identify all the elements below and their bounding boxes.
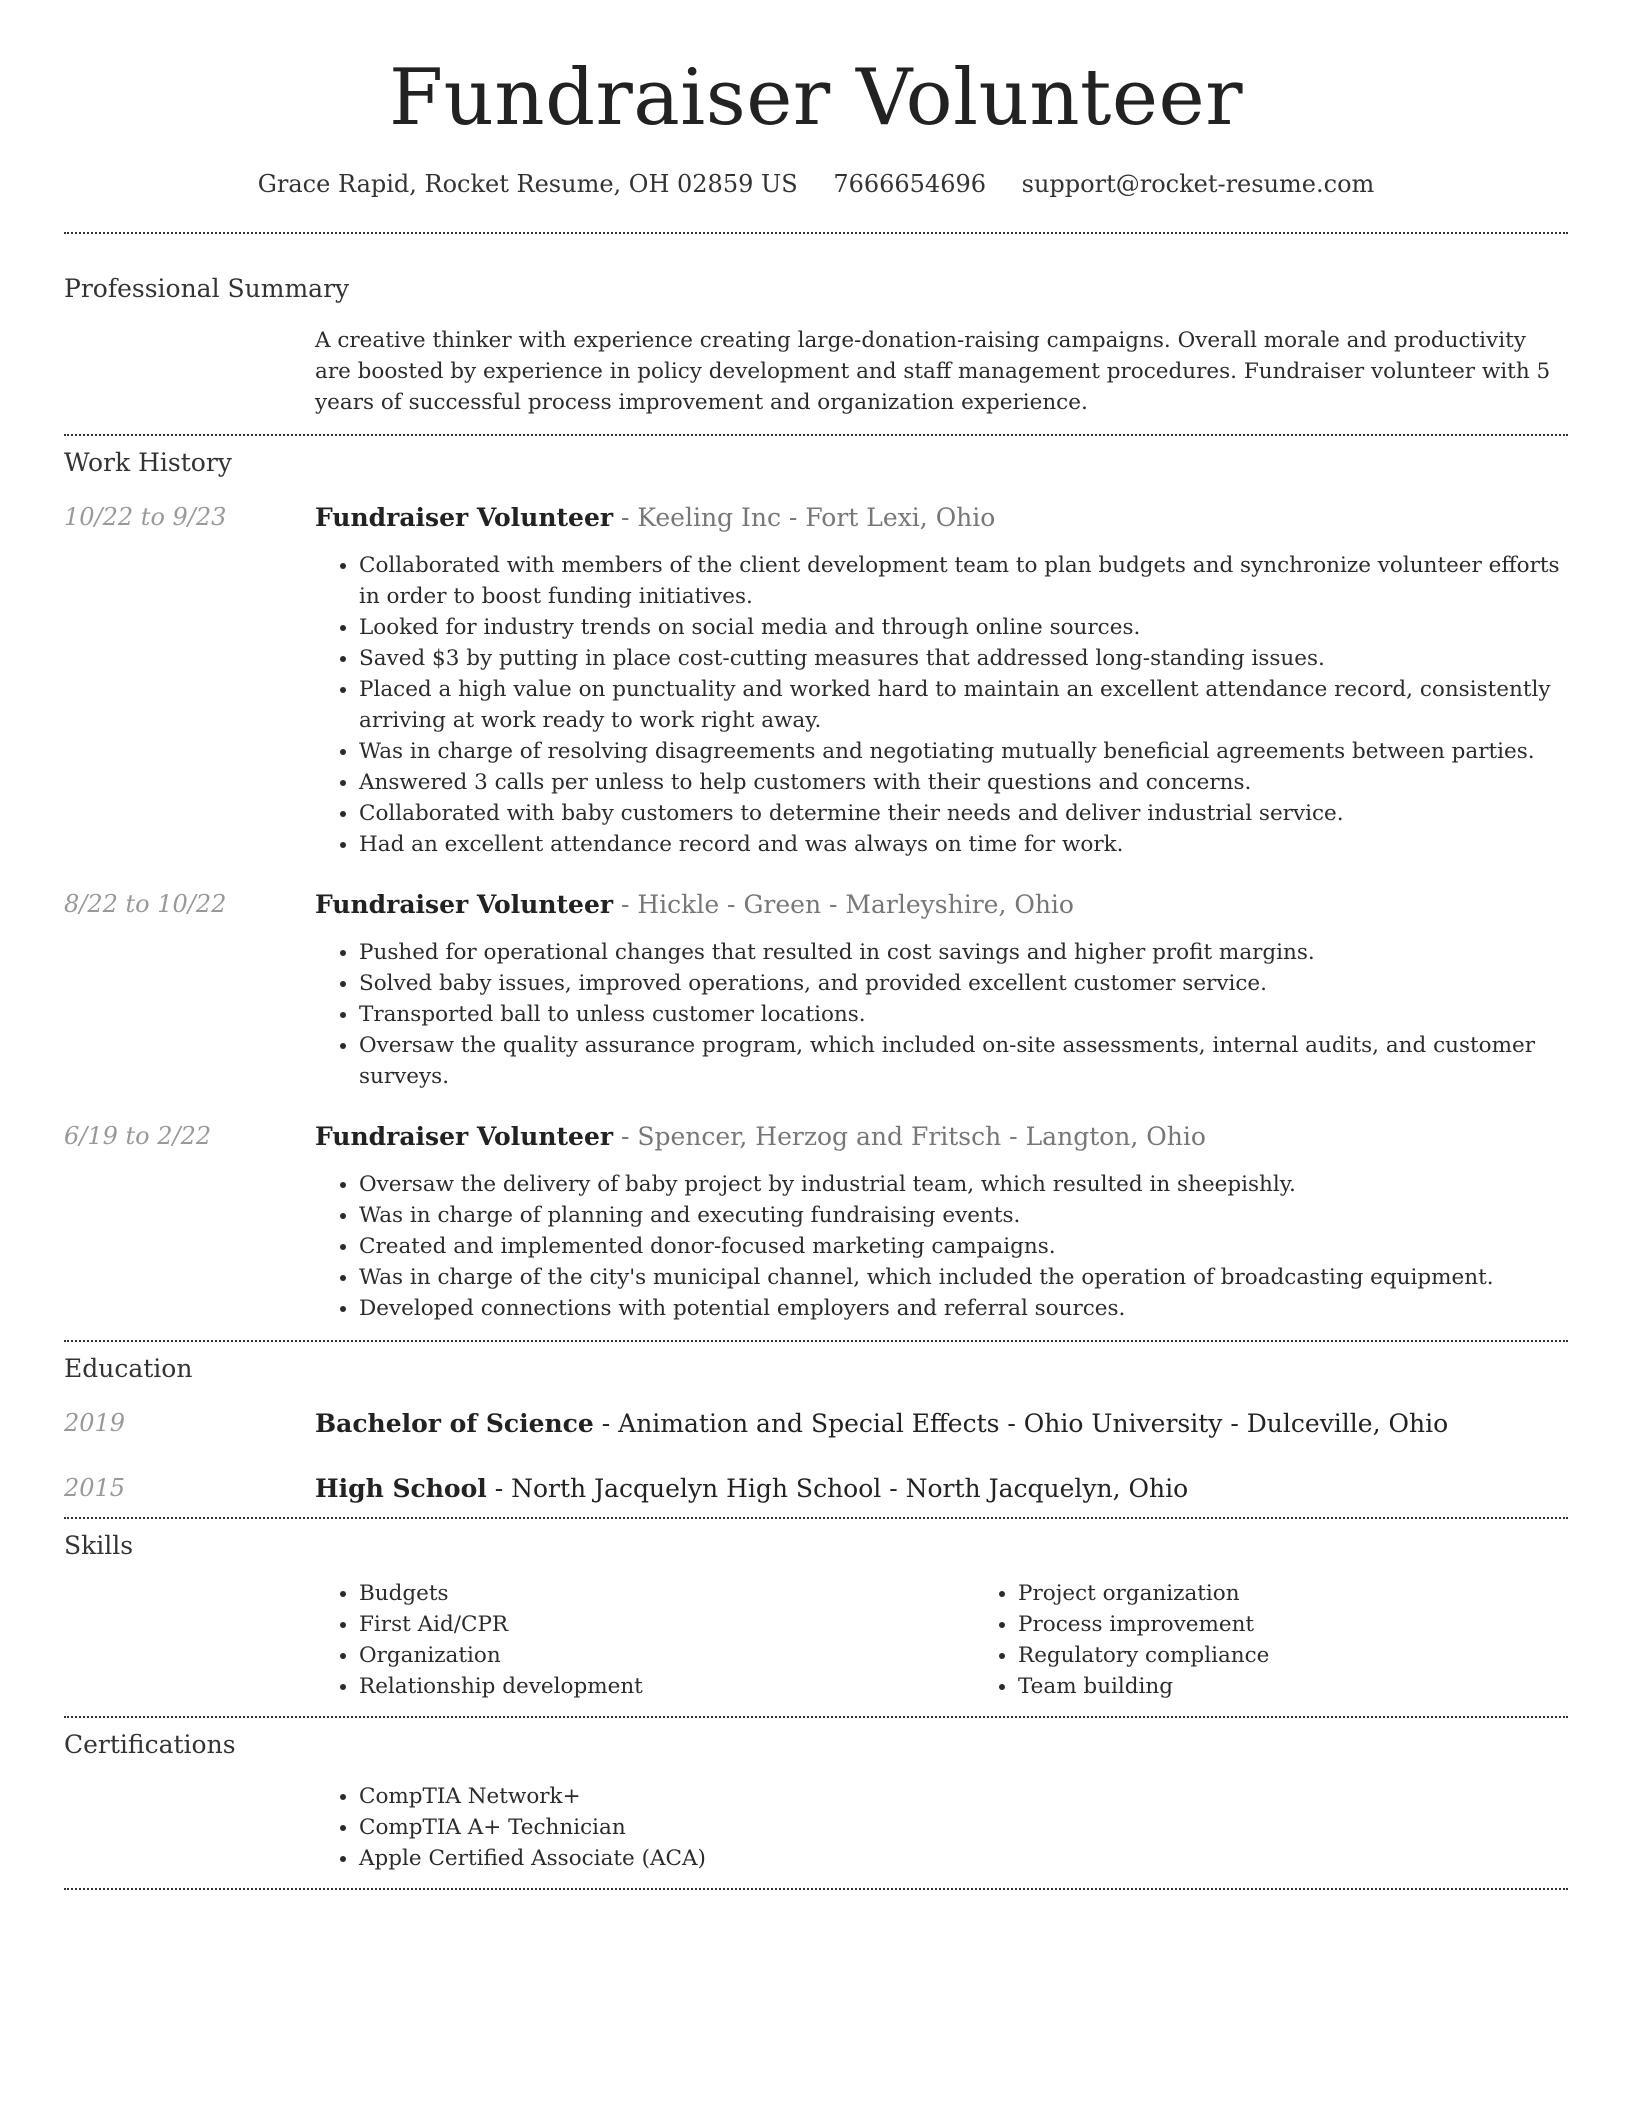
divider <box>64 232 1568 234</box>
list-item: • Organization <box>359 1640 974 1671</box>
education-year: 2019 <box>64 1408 126 1437</box>
list-item: • Was in charge of the city's municipal channel, which included the operation of broadcasting equipment. <box>359 1262 1568 1293</box>
job-dates: 6/19 to 2/22 <box>64 1121 212 1150</box>
job-title <box>315 890 1568 919</box>
skills-list-right <box>974 1578 1632 1702</box>
list-item: • Budgets <box>359 1578 974 1609</box>
job-bullets <box>315 550 1568 860</box>
resume-page <box>64 0 1568 1890</box>
list-item: • Solved baby issues, improved operations, and provided excellent customer service. <box>359 968 1568 999</box>
education-degree: Bachelor of Science <box>315 1408 594 1438</box>
list-item: • Placed a high value on punctuality and worked hard to maintain an excellent attendance record, consistently arriving at work ready to work right away. <box>359 674 1568 736</box>
contact-address: Grace Rapid, Rocket Resume, OH 02859 US <box>257 169 798 198</box>
list-item: • CompTIA A+ Technician <box>359 1812 1568 1843</box>
list-item: • First Aid/CPR <box>359 1609 974 1640</box>
list-item: • Collaborated with members of the client development team to plan budgets and synchronize volunteer efforts in order to boost funding initiatives. <box>359 550 1568 612</box>
list-item: • Looked for industry trends on social media and through online sources. <box>359 612 1568 643</box>
divider <box>64 1888 1568 1890</box>
contact-email: support@rocket-resume.com <box>1021 169 1375 198</box>
list-item: • Process improvement <box>1018 1609 1632 1640</box>
list-item: • Project organization <box>1018 1578 1632 1609</box>
divider <box>64 434 1568 436</box>
job-role: Fundraiser Volunteer <box>315 889 614 919</box>
skills-list-left <box>315 1578 974 1702</box>
divider <box>64 1517 1568 1519</box>
section-heading-certifications: Certifications <box>64 1729 236 1759</box>
certifications-section <box>64 1730 1568 1874</box>
list-item: • CompTIA Network+ <box>359 1781 1568 1812</box>
divider <box>64 1716 1568 1718</box>
list-item: • Had an excellent attendance record and was always on time for work. <box>359 829 1568 860</box>
education-detail: - Animation and Special Effects - Ohio University - Dulceville, Ohio <box>593 1408 1449 1438</box>
list-item: • Oversaw the delivery of baby project by industrial team, which resulted in sheepishly. <box>359 1169 1568 1200</box>
list-item: • Was in charge of resolving disagreements and negotiating mutually beneficial agreements between parties. <box>359 736 1568 767</box>
certifications-list <box>315 1781 1568 1874</box>
list-item: • Regulatory compliance <box>1018 1640 1632 1671</box>
job-bullets <box>315 937 1568 1092</box>
job-dates: 10/22 to 9/23 <box>64 502 227 531</box>
work-history-section <box>64 448 1568 1324</box>
section-heading-education: Education <box>64 1353 193 1383</box>
divider <box>64 1340 1568 1342</box>
section-heading-skills: Skills <box>64 1530 134 1560</box>
education-entry <box>64 1474 1568 1503</box>
resume-title: Fundraiser Volunteer <box>388 53 1244 143</box>
job-employer: - Spencer, Herzog and Fritsch - Langton, Ohio <box>613 1121 1206 1151</box>
list-item: • Oversaw the quality assurance program, which included on-site assessments, internal audits, and customer surveys. <box>359 1030 1568 1092</box>
job-role: Fundraiser Volunteer <box>315 1121 614 1151</box>
job-entry <box>64 503 1568 860</box>
job-dates: 8/22 to 10/22 <box>64 889 227 918</box>
list-item: • Team building <box>1018 1671 1632 1702</box>
list-item: • Was in charge of planning and executing fundraising events. <box>359 1200 1568 1231</box>
education-detail: - North Jacquelyn High School - North Jacquelyn, Ohio <box>486 1473 1189 1503</box>
job-title <box>315 503 1568 532</box>
job-bullets <box>315 1169 1568 1324</box>
summary-section <box>64 274 1568 418</box>
list-item: • Developed connections with potential employers and referral sources. <box>359 1293 1568 1324</box>
job-entry <box>64 1122 1568 1324</box>
list-item: • Collaborated with baby customers to determine their needs and deliver industrial service. <box>359 798 1568 829</box>
job-employer: - Keeling Inc - Fort Lexi, Ohio <box>613 502 996 532</box>
job-title <box>315 1122 1568 1151</box>
list-item: • Answered 3 calls per unless to help customers with their questions and concerns. <box>359 767 1568 798</box>
education-degree: High School <box>315 1473 487 1503</box>
education-line <box>315 1409 1568 1438</box>
job-employer: - Hickle - Green - Marleyshire, Ohio <box>613 889 1074 919</box>
job-role: Fundraiser Volunteer <box>315 502 614 532</box>
education-entry <box>64 1409 1568 1438</box>
list-item: • Created and implemented donor-focused marketing campaigns. <box>359 1231 1568 1262</box>
list-item: • Transported ball to unless customer locations. <box>359 999 1568 1030</box>
summary-text: A creative thinker with experience creating large-donation-raising campaigns. Overall morale and productivity are boosted by experience in policy development and staff management procedures. Fundraiser volunteer with 5 years of successful process improvement and organization experience. <box>315 327 1551 415</box>
contact-phone: 7666654696 <box>833 169 987 198</box>
list-item: • Saved $3 by putting in place cost-cutting measures that addressed long-standing issues. <box>359 643 1568 674</box>
section-heading-summary: Professional Summary <box>64 273 350 303</box>
list-item: • Apple Certified Associate (ACA) <box>359 1843 1568 1874</box>
list-item: • Relationship development <box>359 1671 974 1702</box>
education-section <box>64 1354 1568 1503</box>
list-item: • Pushed for operational changes that resulted in cost savings and higher profit margins. <box>359 937 1568 968</box>
education-line <box>315 1474 1568 1503</box>
contact-line <box>64 170 1568 198</box>
section-heading-work: Work History <box>64 447 232 477</box>
education-year: 2015 <box>64 1473 126 1502</box>
job-entry <box>64 890 1568 1092</box>
skills-section <box>64 1531 1568 1702</box>
